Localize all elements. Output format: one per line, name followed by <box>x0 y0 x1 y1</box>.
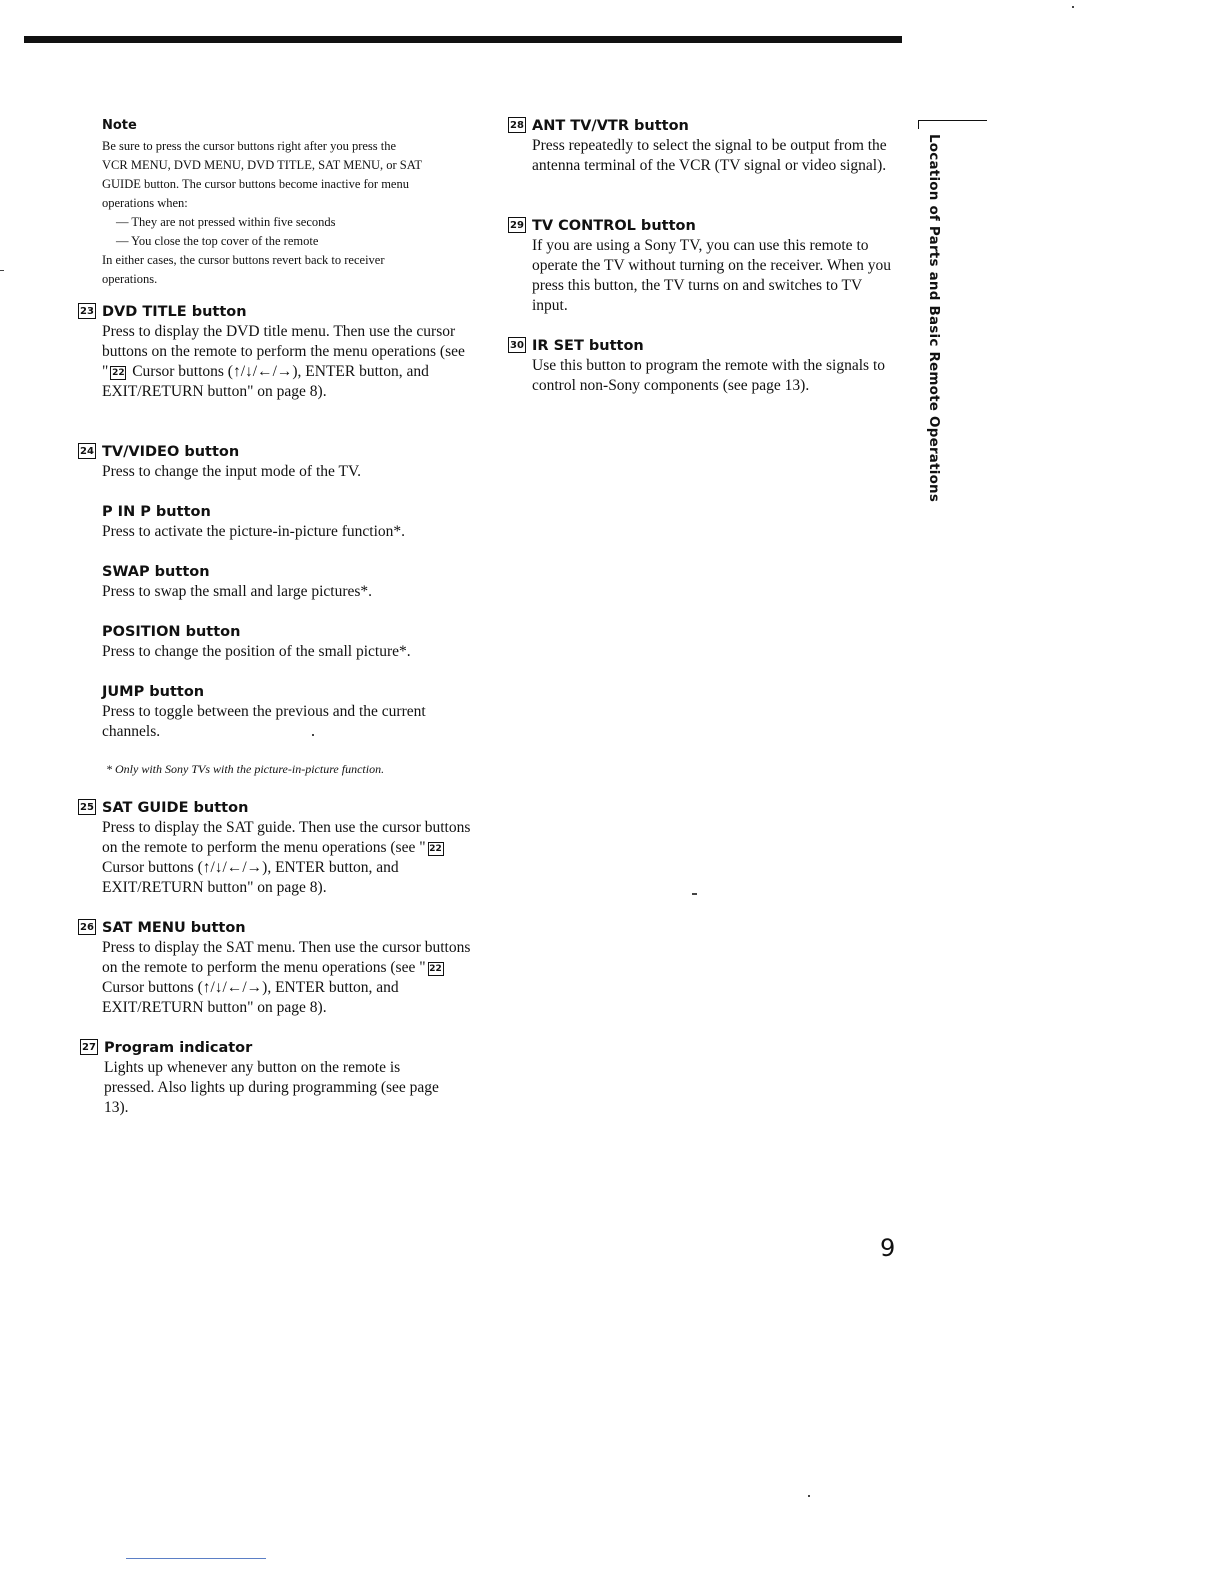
note-line: In either cases, the cursor buttons revert back to receiver <box>102 253 385 267</box>
entry-position <box>102 622 474 662</box>
scan-speck <box>312 734 314 736</box>
side-tab-bracket <box>918 120 987 129</box>
note-line: GUIDE button. The cursor buttons become inactive for menu <box>102 177 409 191</box>
entry-title: IR SET button <box>532 338 644 354</box>
note-line: operations. <box>102 272 158 286</box>
note-item: — You close the top cover of the remote <box>116 234 319 248</box>
entry-dvd-title: 23 DVD TITLE button Press to display the DVD title menu. Then use the cursor buttons on the remote to perform the menu operations (see " 22 Cursor buttons (↑/↓/←/→), ENTER button, and EXIT/RETURN button" on page 8). <box>102 302 474 402</box>
entry-title: TV/VIDEO button <box>102 444 240 460</box>
entry-tv-control <box>510 216 900 316</box>
note-item: — They are not pressed within five seconds <box>116 215 336 229</box>
entry-text: If you are using a Sony TV, you can use this remote to operate the TV without turning on the receiver. When you press this button, the TV turns on and switches to TV input. <box>532 237 891 314</box>
item-number-badge: 23 <box>78 303 96 319</box>
note-block <box>102 118 482 289</box>
note-line: Be sure to press the cursor buttons right after you press the <box>102 139 397 153</box>
entry-text: Use this button to program the remote with the signals to control non-Sony components (see page 13). <box>532 357 886 394</box>
entry-swap <box>102 562 474 602</box>
entry-text: Press to activate the picture-in-picture function*. <box>102 523 406 540</box>
entry-program-indicator <box>82 1038 454 1118</box>
reference-number-badge: 22 <box>112 368 125 378</box>
scan-artifact-line <box>126 1558 266 1559</box>
reference-number-badge: 22 <box>429 964 442 974</box>
item-number-badge: 24 <box>78 443 96 459</box>
reference-number-badge: 22 <box>429 844 442 854</box>
item-number-badge: 29 <box>508 217 526 233</box>
scan-speck <box>692 893 697 895</box>
note-line: operations when: <box>102 196 188 210</box>
item-number-badge: 26 <box>78 919 96 935</box>
entry-sat-guide: 25 SAT GUIDE button Press to display the SAT guide. Then use the cursor buttons on the remote to perform the menu operations (see " 22 Cursor buttons (↑/↓/←/→), ENTER button, and EXIT/RETURN button" on page 8). <box>102 798 474 898</box>
item-number-badge: 28 <box>508 117 526 133</box>
entry-title: TV CONTROL button <box>532 218 696 234</box>
item-number-badge: 30 <box>508 337 526 353</box>
entry-pinp <box>102 502 474 542</box>
entry-title: DVD TITLE button <box>102 304 247 320</box>
header-rule <box>24 36 902 43</box>
entry-text: Press to toggle between the previous and the current channels. <box>102 703 426 740</box>
note-title: Note <box>102 118 137 133</box>
entry-text: Press to change the position of the small picture*. <box>102 643 411 660</box>
section-side-tab: Location of Parts and Basic Remote Operations <box>926 134 942 503</box>
entry-title: Program indicator <box>104 1040 253 1056</box>
entry-title: SWAP button <box>102 564 210 580</box>
scan-speck <box>1072 6 1074 8</box>
entry-text: Press to change the input mode of the TV. <box>102 463 362 480</box>
item-number-badge: 25 <box>78 799 96 815</box>
entry-ant-tv-vtr <box>510 116 897 176</box>
entry-title: JUMP button <box>102 684 205 700</box>
entry-title: POSITION button <box>102 624 241 640</box>
entry-title: SAT MENU button <box>102 920 246 936</box>
entry-jump <box>102 682 462 742</box>
entry-title: SAT GUIDE button <box>102 800 249 816</box>
entry-text: Press repeatedly to select the signal to be output from the antenna terminal of the VCR (TV signal or video signal). <box>532 137 887 174</box>
scan-speck <box>0 270 4 271</box>
note-line: VCR MENU, DVD MENU, DVD TITLE, SAT MENU, or SAT <box>102 158 423 172</box>
scan-speck <box>808 1495 810 1497</box>
page-number: 9 <box>880 1234 896 1262</box>
entry-sat-menu: 26 SAT MENU button Press to display the SAT menu. Then use the cursor buttons on the remote to perform the menu operations (see " 22 Cursor buttons (↑/↓/←/→), ENTER button, and EXIT/RETURN button" on page 8). <box>102 918 474 1018</box>
entry-ir-set <box>510 336 900 396</box>
entry-text: Press to swap the small and large pictures*. <box>102 583 373 600</box>
entry-title: P IN P button <box>102 504 211 520</box>
item-number-badge: 27 <box>80 1039 98 1055</box>
entry-title: ANT TV/VTR button <box>532 118 689 134</box>
entry-tv-video <box>80 442 474 482</box>
footnote: * Only with Sony TVs with the picture-in-picture function. <box>106 762 385 776</box>
entry-text: Lights up whenever any button on the remote is pressed. Also lights up during programming (see page 13). <box>104 1059 439 1116</box>
